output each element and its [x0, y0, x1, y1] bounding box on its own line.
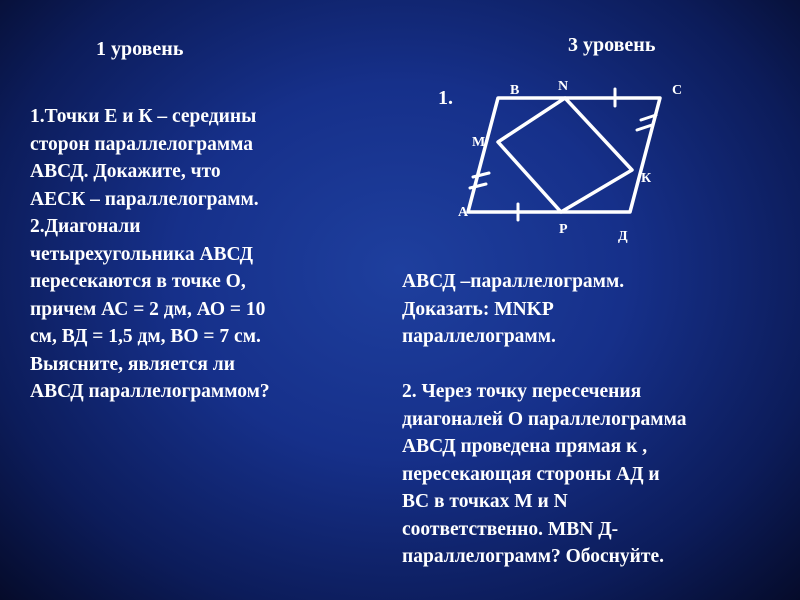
level-3-task-2: [402, 378, 792, 571]
task-text-line: пересекаются в точке О,: [30, 271, 246, 292]
tick-mark: [637, 125, 652, 130]
task-text-line: соответственно. MBN Д-: [402, 518, 619, 540]
vertex-label-c: С: [672, 83, 683, 98]
parallelogram-diagram: [420, 70, 720, 245]
quadrilateral-mnkp: [498, 98, 632, 212]
vertex-label-n: N: [558, 79, 569, 94]
vertex-label-p: Р: [559, 222, 568, 237]
vertex-label-a: А: [458, 205, 469, 220]
vertex-label-b: В: [510, 83, 520, 98]
task-text-line: 1.Точки Е и К – середины: [30, 106, 257, 127]
task-text-line: Выясните, является ли: [30, 353, 235, 375]
level-1-tasks: [30, 103, 390, 406]
vertex-label-k: К: [641, 171, 652, 186]
task-text-line: 2.Диагонали: [30, 216, 141, 237]
task-text-line: параллелограмм.: [402, 326, 556, 347]
task-text-line: АВСД параллелограммом?: [30, 381, 270, 402]
parallelogram-abcd: [468, 98, 660, 212]
vertex-label-d: Д: [618, 229, 628, 244]
task-text-line: АВСД проведена прямая к ,: [402, 436, 648, 457]
problem-number-label: 1.: [438, 87, 453, 109]
task-text-line: диагоналей О параллелограмма: [402, 408, 687, 430]
task-text-line: АЕСК – параллелограмм.: [30, 188, 259, 210]
task-text-line: см, ВД = 1,5 дм, ВО = 7 см.: [30, 326, 261, 347]
task-text-line: пересекающая стороны АД и: [402, 463, 660, 485]
task-text-line: ВС в точках М и N: [402, 491, 568, 512]
task-text-line: четырехугольника АВСД: [30, 243, 254, 265]
level-3-given: [402, 268, 792, 351]
task-text-line: Доказать: MNKP: [402, 298, 554, 320]
tick-mark: [470, 184, 486, 188]
level-1-heading: 1 уровень: [96, 38, 184, 60]
task-text-line: АВСД –параллелограмм.: [402, 271, 625, 292]
vertex-label-m: М: [472, 135, 486, 150]
tick-mark: [473, 173, 489, 177]
level-3-heading: 3 уровень: [568, 34, 656, 56]
task-text-line: АВСД. Докажите, что: [30, 161, 221, 182]
task-text-line: сторон параллелограмма: [30, 133, 254, 155]
task-text-line: параллелограмм? Обоснуйте.: [402, 546, 665, 567]
task-text-line: причем АС = 2 дм, АО = 10: [30, 298, 266, 320]
task-text-line: 2. Через точку пересечения: [402, 381, 642, 402]
